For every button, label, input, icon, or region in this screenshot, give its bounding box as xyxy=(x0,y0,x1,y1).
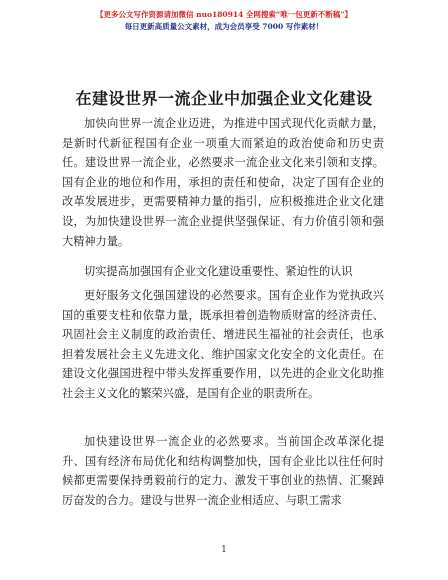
paragraph-world-class: 加快建设世界一流企业的必然要求。当前国企改革深化提升、国有经济布局优化和结构调整加快，国有企业比以往任何时候都更需要保持勇毅前行的定力、激发干事创业的热情、汇聚踔厉奋发的合力。建设与世界一流企业相适应、与职工需求 xyxy=(62,435,384,507)
intro-paragraph: 加快向世界一流企业迈进，为推进中国式现代化贡献力量，是新时代新征程国有企业一项重大而紧迫的政治使命和历史责任。建设世界一流企业，必然要求一流企业文化来引领和支撑。国有企业的地位和作用，承担的责任和使命，决定了国有企业的改革发展进步，更需要精神力量的指引，应积极推进企业文化建设，为加快建设世界一流企业提供坚强保证、有力价值引领和强大精神力量。 xyxy=(62,117,384,248)
promo-banner-line-2: 每日更新高质量公文素材，成为会员享受 7000 写作素材！ xyxy=(124,22,324,31)
paragraph-culture-power: 更好服务文化强国建设的必然要求。国有企业作为党执政兴国的重要支柱和依靠力量，既承担着创造物质财富的经济责任、巩固社会主义制度的政治责任、增进民生福祉的社会责任，也承担着发展社会主义先进文化、维护国家文化安全的文化责任。在建设文化强国进程中带头发挥重要作用，以先进的企业文化助推社会主义文化的繁荣兴盛，是国有企业的职责所在。 xyxy=(62,289,384,400)
document-title: 在建设世界一流企业中加强企业文化建设 xyxy=(75,89,373,108)
promo-banner-line-1: 【更多公文写作资源请加微信 nuo180914 全网搜索“唯一包更新不断稿”】 xyxy=(95,10,353,19)
page-number: 1 xyxy=(221,545,227,555)
section-heading: 切实提高加强国有企业文化建设重要性、紧迫性的认识 xyxy=(84,265,353,278)
